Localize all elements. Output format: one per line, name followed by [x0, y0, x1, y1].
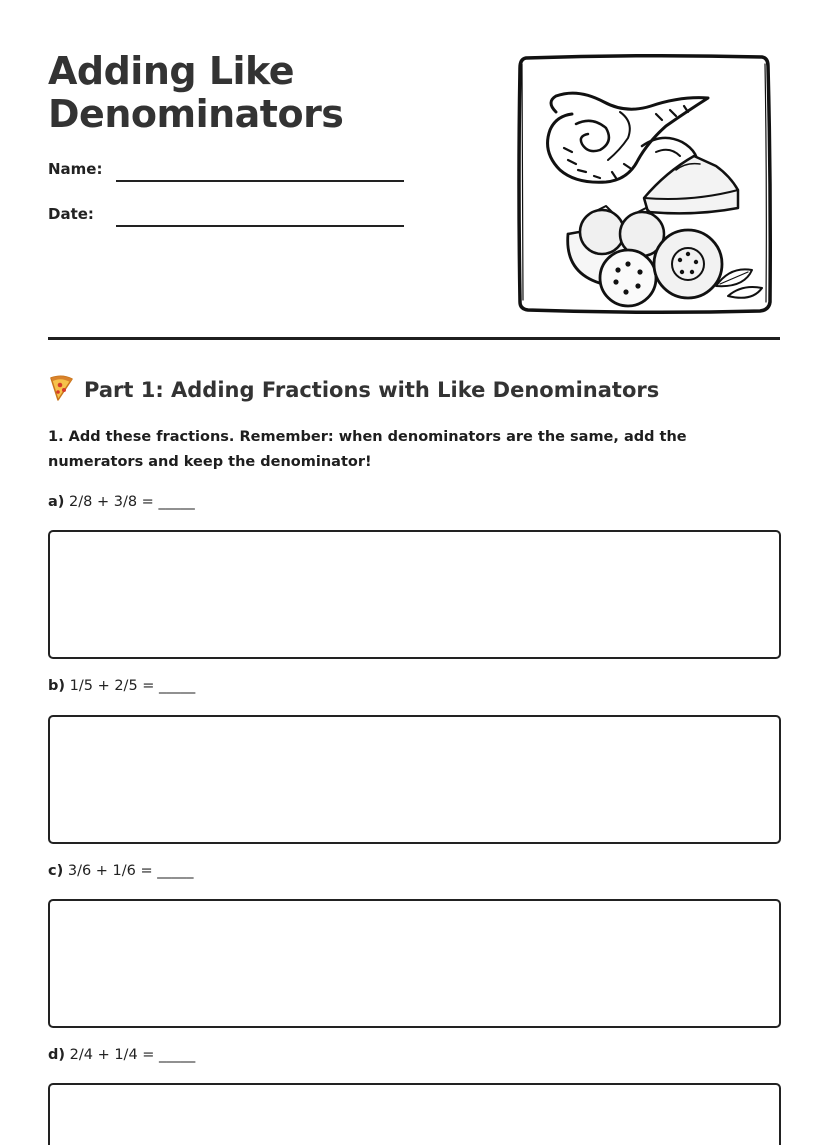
answer-box-c[interactable]	[48, 899, 781, 1028]
name-field[interactable]	[116, 180, 404, 182]
question-letter: b)	[48, 678, 66, 694]
answer-box-d[interactable]	[48, 1083, 781, 1145]
section-divider	[48, 337, 780, 340]
answer-box-b[interactable]	[48, 715, 781, 844]
question-text: 3/6 + 1/6 = _____	[67, 863, 194, 879]
question-d	[48, 1047, 195, 1063]
question-b	[48, 678, 195, 694]
section-header	[48, 374, 659, 406]
answer-box-a[interactable]	[48, 530, 781, 659]
question-letter: d)	[48, 1047, 66, 1063]
title-line-1: Adding Like	[48, 49, 295, 93]
question-letter: a)	[48, 494, 65, 510]
pizza-icon	[48, 374, 74, 406]
question-a	[48, 494, 195, 510]
title-line-2: Denominators	[48, 92, 344, 136]
page-title	[48, 50, 343, 136]
question-text: 1/5 + 2/5 = _____	[69, 678, 196, 694]
instruction-text: 1. Add these fractions. Remember: when denominators are the same, add the numerators and keep the denominator!	[48, 429, 687, 470]
question-text: 2/8 + 3/8 = _____	[69, 494, 195, 510]
date-label: Date:	[48, 205, 94, 223]
question-letter: c)	[48, 863, 64, 879]
section-title: Part 1: Adding Fractions with Like Denominators	[84, 378, 660, 402]
question-c	[48, 863, 194, 879]
food-illustration	[516, 52, 774, 316]
question-text: 2/4 + 1/4 = _____	[69, 1047, 196, 1063]
name-label: Name:	[48, 160, 103, 178]
date-field[interactable]	[116, 225, 404, 227]
